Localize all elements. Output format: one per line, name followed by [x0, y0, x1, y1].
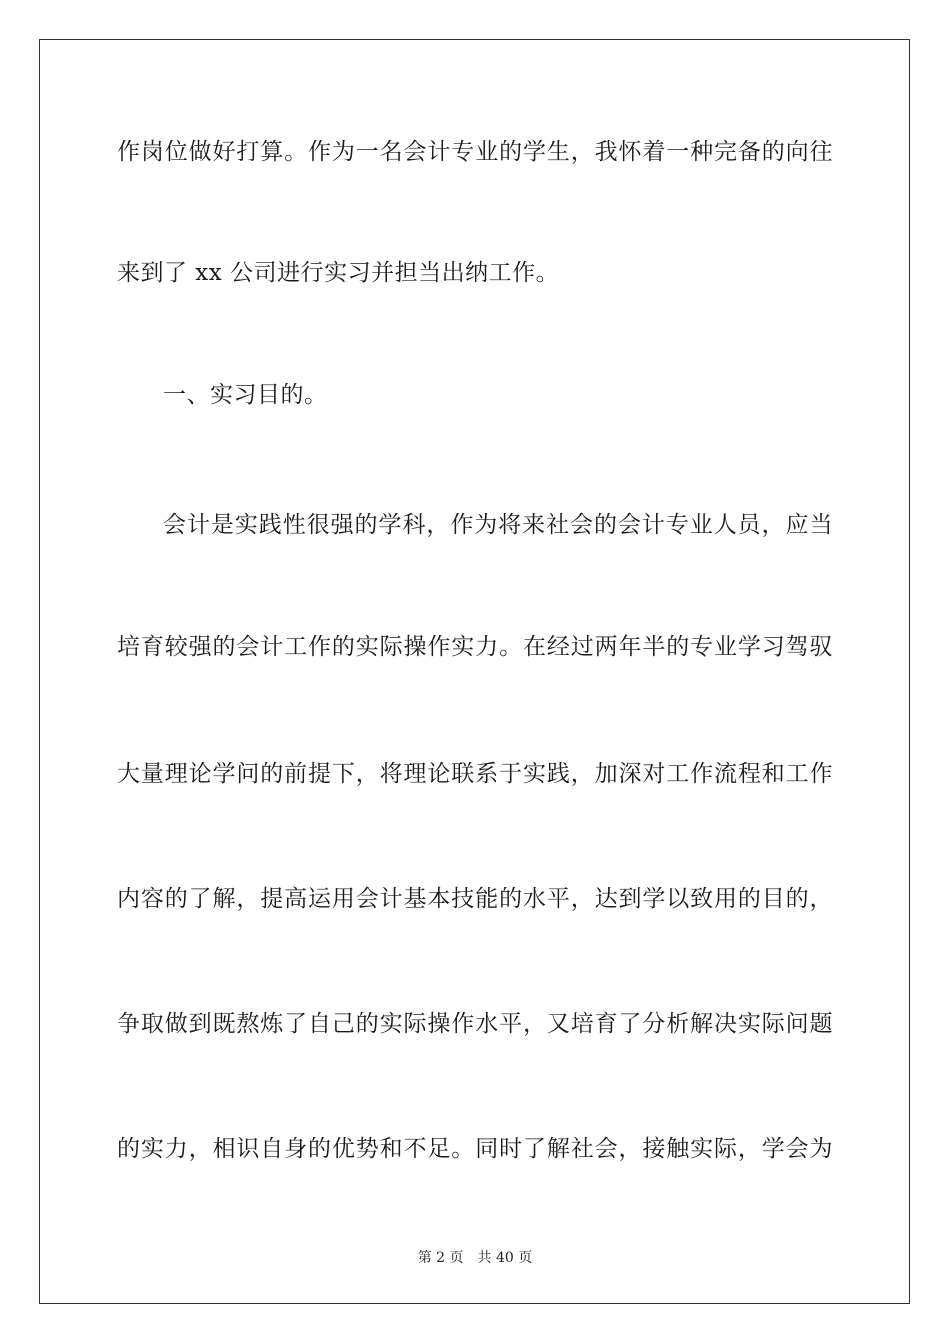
page-number: 第 2 页: [417, 1250, 464, 1266]
page-total: 共 40 页: [477, 1250, 533, 1266]
body-line: 作岗位做好打算。作为一名会计专业的学生，我怀着一种完备的向往: [117, 139, 833, 165]
body-line: 大量理论学问的前提下，将理论联系于实践，加深对工作流程和工作: [117, 761, 833, 787]
body-line: 来到了 xx 公司进行实习并担当出纳工作。: [117, 260, 560, 286]
body-line: 培育较强的会计工作的实际操作实力。在经过两年半的专业学习驾驭: [117, 634, 833, 660]
section-heading: 一、实习目的。: [163, 382, 328, 408]
body-line: 争取做到既熬炼了自己的实际操作水平，又培育了分析解决实际问题: [117, 1011, 833, 1037]
body-line: 会计是实践性很强的学科，作为将来社会的会计专业人员，应当: [163, 512, 833, 538]
page-footer: [0, 1249, 950, 1267]
page-border: [39, 39, 910, 1304]
body-line: 内容的了解，提高运用会计基本技能的水平，达到学以致用的目的，: [117, 886, 833, 912]
body-line: 的实力，相识自身的优势和不足。同时了解社会，接触实际，学会为: [117, 1136, 833, 1162]
